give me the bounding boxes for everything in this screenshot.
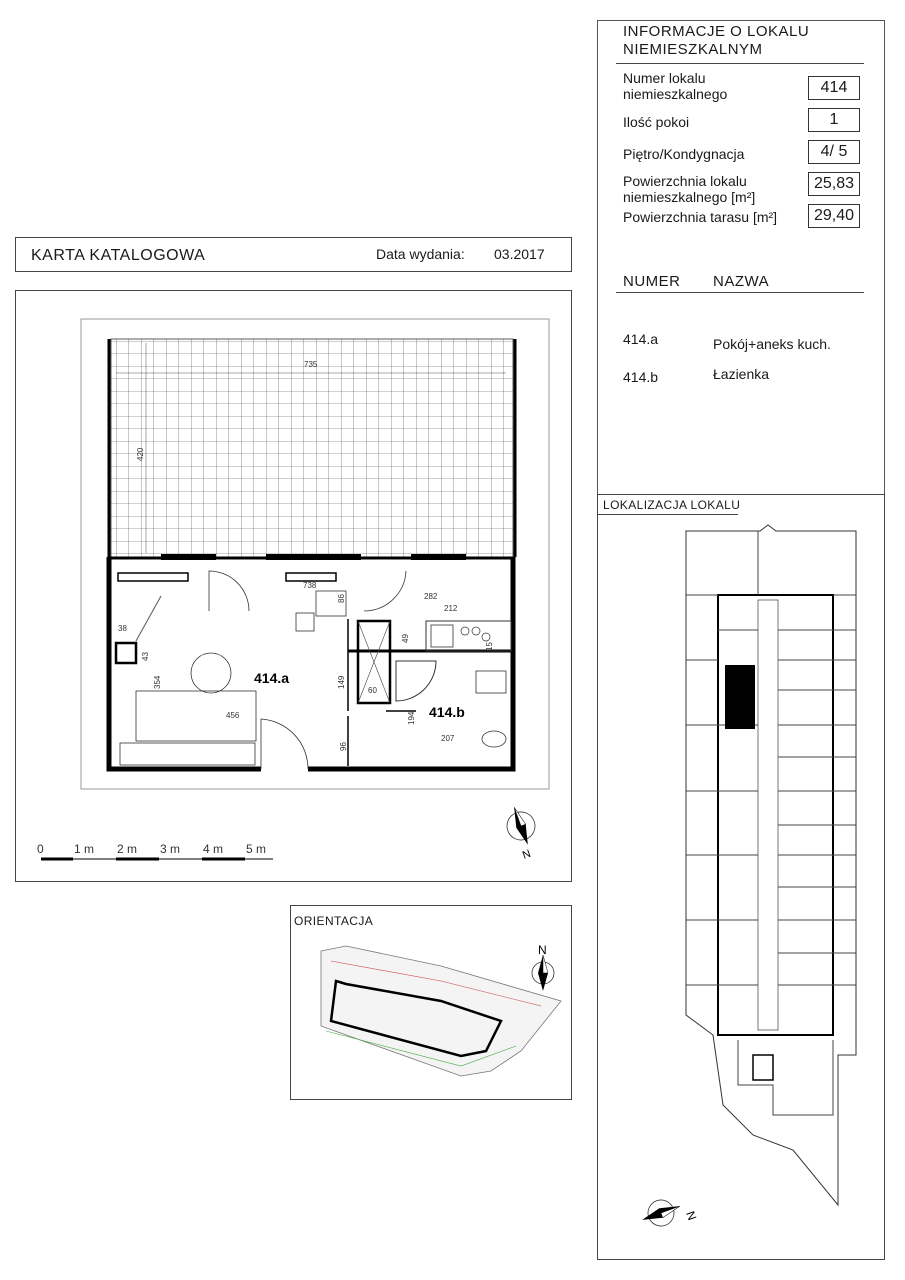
room-nazwa: Łazienka <box>713 366 770 382</box>
room-nazwa: Pokój+aneks kuch. <box>713 336 831 352</box>
floor-plan <box>16 291 573 883</box>
label-powierzchnia-lokalu: Powierzchnia lokalu niemieszkalnego [m²] <box>623 173 756 205</box>
partitions <box>686 531 856 985</box>
divider <box>616 292 864 293</box>
floor-outline <box>718 595 833 1035</box>
scale-label: 3 m <box>160 842 181 856</box>
corridor <box>758 600 778 1030</box>
compass-icon <box>532 955 554 991</box>
date-label: Data wydania: <box>376 246 465 262</box>
value-ilosc-pokoi: 1 <box>808 108 860 132</box>
dim: 49 <box>401 634 410 643</box>
room-numer: 414.a <box>623 331 659 347</box>
compass-icon <box>501 802 541 849</box>
door <box>209 571 249 611</box>
date-value: 03.2017 <box>494 246 545 262</box>
scale-label: 2 m <box>117 842 138 856</box>
dim: 38 <box>118 624 127 633</box>
location-title: LOKALIZACJA LOKALU <box>603 498 741 512</box>
north-label: N <box>683 1209 700 1223</box>
label-pietro: Piętro/Kondygnacja <box>623 146 745 162</box>
orientation-title: ORIENTACJA <box>294 914 374 928</box>
info-title <box>623 23 809 59</box>
dim: 43 <box>141 652 150 661</box>
scale-label: 4 m <box>203 842 224 856</box>
dim: 354 <box>153 675 162 689</box>
north-label: N <box>520 847 533 862</box>
radiator <box>118 573 188 581</box>
building-outline <box>686 525 856 1205</box>
value-powierzchnia-tarasu: 29,40 <box>808 204 860 228</box>
kitchen-counter <box>426 621 511 651</box>
scale-label: 0 <box>37 842 44 856</box>
col-numer: NUMER <box>623 273 681 290</box>
label-powierzchnia-tarasu: Powierzchnia tarasu [m²] <box>623 209 778 225</box>
column <box>116 643 136 663</box>
orientation-panel <box>290 905 572 1100</box>
scale-label: 5 m <box>246 842 267 856</box>
radiator <box>286 573 336 581</box>
building-plan <box>598 495 886 1261</box>
compass-icon <box>638 1194 684 1232</box>
dim: 207 <box>441 734 455 743</box>
info-title-line2: NIEMIESZKALNYM <box>623 41 763 58</box>
door <box>364 571 406 611</box>
karta-header <box>15 237 572 272</box>
chair <box>296 613 314 631</box>
value-numer-lokalu: 414 <box>808 76 860 100</box>
dim: 735 <box>304 360 318 369</box>
terrace <box>111 339 513 557</box>
karta-title: KARTA KATALOGOWA <box>31 247 206 264</box>
dim: 60 <box>368 686 377 695</box>
info-title-line1: INFORMACJE O LOKALU <box>623 23 810 40</box>
site-map <box>291 906 573 1101</box>
room-numer: 414.b <box>623 369 659 385</box>
dim: 282 <box>424 592 438 601</box>
dim: 15 <box>485 642 494 651</box>
round-table <box>191 653 231 693</box>
scale-bar <box>37 842 273 859</box>
shower <box>396 661 436 701</box>
scale-label: 1 m <box>74 842 95 856</box>
value-pietro: 4/ 5 <box>808 140 860 164</box>
dim: 194 <box>407 711 416 725</box>
col-nazwa: NAZWA <box>713 273 770 290</box>
dim: 738 <box>303 581 317 590</box>
divider <box>616 63 864 64</box>
sink <box>476 671 506 693</box>
label-ilosc-pokoi: Ilość pokoi <box>623 114 690 130</box>
dim: 456 <box>226 711 240 720</box>
door <box>261 719 308 769</box>
value-powierzchnia-lokalu: 25,83 <box>808 172 860 196</box>
toilet <box>482 731 506 747</box>
dim: 420 <box>136 447 145 461</box>
dim: 212 <box>444 604 458 613</box>
dim: 86 <box>337 594 346 603</box>
dim: 96 <box>339 742 348 751</box>
tv-unit <box>120 743 255 765</box>
north-label: N <box>538 943 547 957</box>
highlighted-unit <box>725 665 755 729</box>
label-numer-lokalu: Numer lokalu niemieszkalnego <box>623 70 728 102</box>
location-panel <box>597 494 885 1260</box>
room-label-414b: 414.b <box>429 704 465 720</box>
room-label-414a: 414.a <box>254 670 290 686</box>
floor-plan-panel <box>15 290 572 882</box>
dim: 149 <box>337 675 346 689</box>
